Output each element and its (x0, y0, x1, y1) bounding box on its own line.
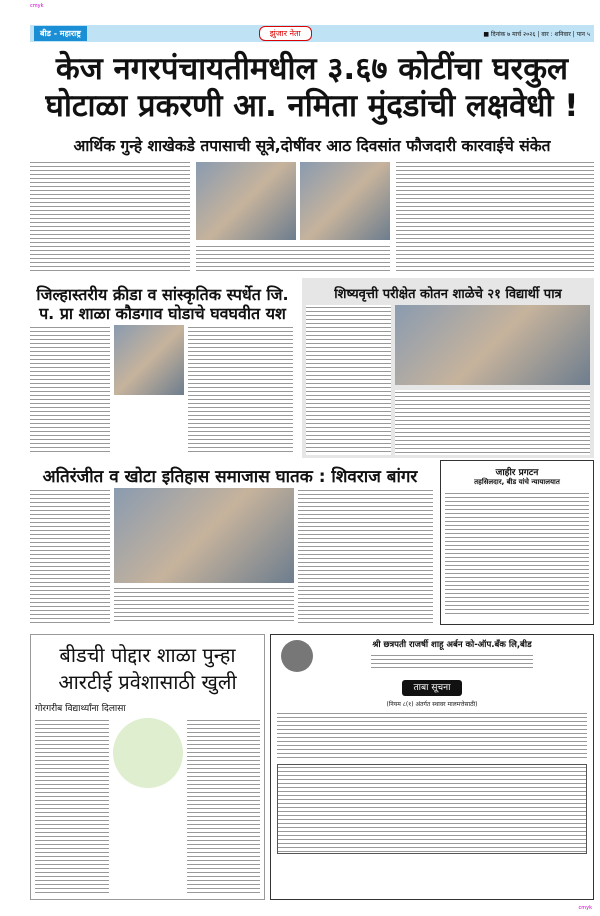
lead-subhead: आर्थिक गुन्हे शाखेकडे तपासाची सूत्रे,दोषींवर आठ दिवसांत फौजदारी कारवाईचे संकेत (73, 137, 551, 155)
poddar-article (30, 634, 265, 900)
lead-photo-2 (300, 162, 390, 240)
section-label: बीड - महाराष्ट्र (34, 26, 87, 41)
history-caption (114, 586, 294, 623)
scholarship-headline: शिष्यवृत्ती परीक्षेत कोतन शाळेचे २१ विद्यार्थी पात्र (334, 287, 562, 302)
poddar-body (35, 718, 109, 893)
sports-headline-2: प. प्रा शाळा कौडगाव घोडाचे घवघवीत यश (39, 304, 286, 323)
scholarship-body-2 (395, 390, 590, 455)
history-photo (114, 488, 294, 583)
lead-photo-1 (196, 162, 296, 240)
history-headline: अतिरंजीत व खोटा इतिहास समाजास घातक : शिवराज बांगर (42, 467, 418, 487)
print-mark: cmyk (30, 3, 44, 9)
lead-body-text-2 (396, 160, 594, 272)
page-header (30, 25, 594, 42)
date-line: ■ दिनांक ७ मार्च २०२६ | वार : शनिवार | पान ५ (483, 30, 590, 38)
lead-caption (196, 244, 390, 272)
notice-subtitle: तहसिलदार, बीड यांचे न्यायालयात (474, 478, 560, 486)
notice-body-text (277, 711, 587, 761)
history-body-2 (298, 488, 433, 623)
masthead: झुंजार नेता (259, 26, 312, 41)
sports-body-text-2 (188, 325, 293, 455)
sports-headline-1: जिल्हास्तरीय क्रीडा व सांस्कृतिक स्पर्धेत जि. (36, 285, 289, 304)
rte-logo (113, 718, 183, 788)
lead-headline-2: घोटाळा प्रकरणी आ. नमिता मुंदडांची लक्षवेधी ! (45, 88, 579, 124)
print-mark-bottom: cmyk (578, 905, 592, 911)
sports-photo (114, 325, 184, 395)
poddar-headline-1: बीडची पोद्दार शाळा पुन्हा (59, 643, 236, 667)
sports-body-text (30, 325, 110, 455)
history-body (30, 488, 110, 623)
bank-logo (281, 640, 313, 672)
notice-title: जाहीर प्रगटन (495, 468, 539, 478)
notice-badge: ताबा सूचना (402, 680, 463, 696)
scholarship-body (306, 305, 391, 455)
notice-rule: (नियम ८(१) अंतर्गत स्थावर मालमत्तेसाठी) (386, 701, 478, 708)
notice-table (277, 764, 587, 854)
bank-notice-ad (270, 634, 594, 900)
scholarship-photo (395, 305, 590, 385)
poddar-subhead: गोरगरीब विद्यार्थ्यांना दिलासा (35, 704, 126, 714)
lead-body-text (30, 160, 190, 272)
notice-body (445, 491, 589, 616)
public-notice (440, 460, 594, 625)
bank-name: श्री छत्रपती राजर्षी शाहू अर्बन को-ऑप.बँक लि,बीड (372, 640, 532, 650)
poddar-headline-2: आरटीई प्रवेशासाठी खुली (58, 670, 237, 694)
lead-headline-1: केज नगरपंचायतीमधील ३.६७ कोटींचा घरकुल (55, 51, 569, 87)
bank-address (371, 653, 533, 669)
poddar-body-2 (187, 718, 261, 893)
